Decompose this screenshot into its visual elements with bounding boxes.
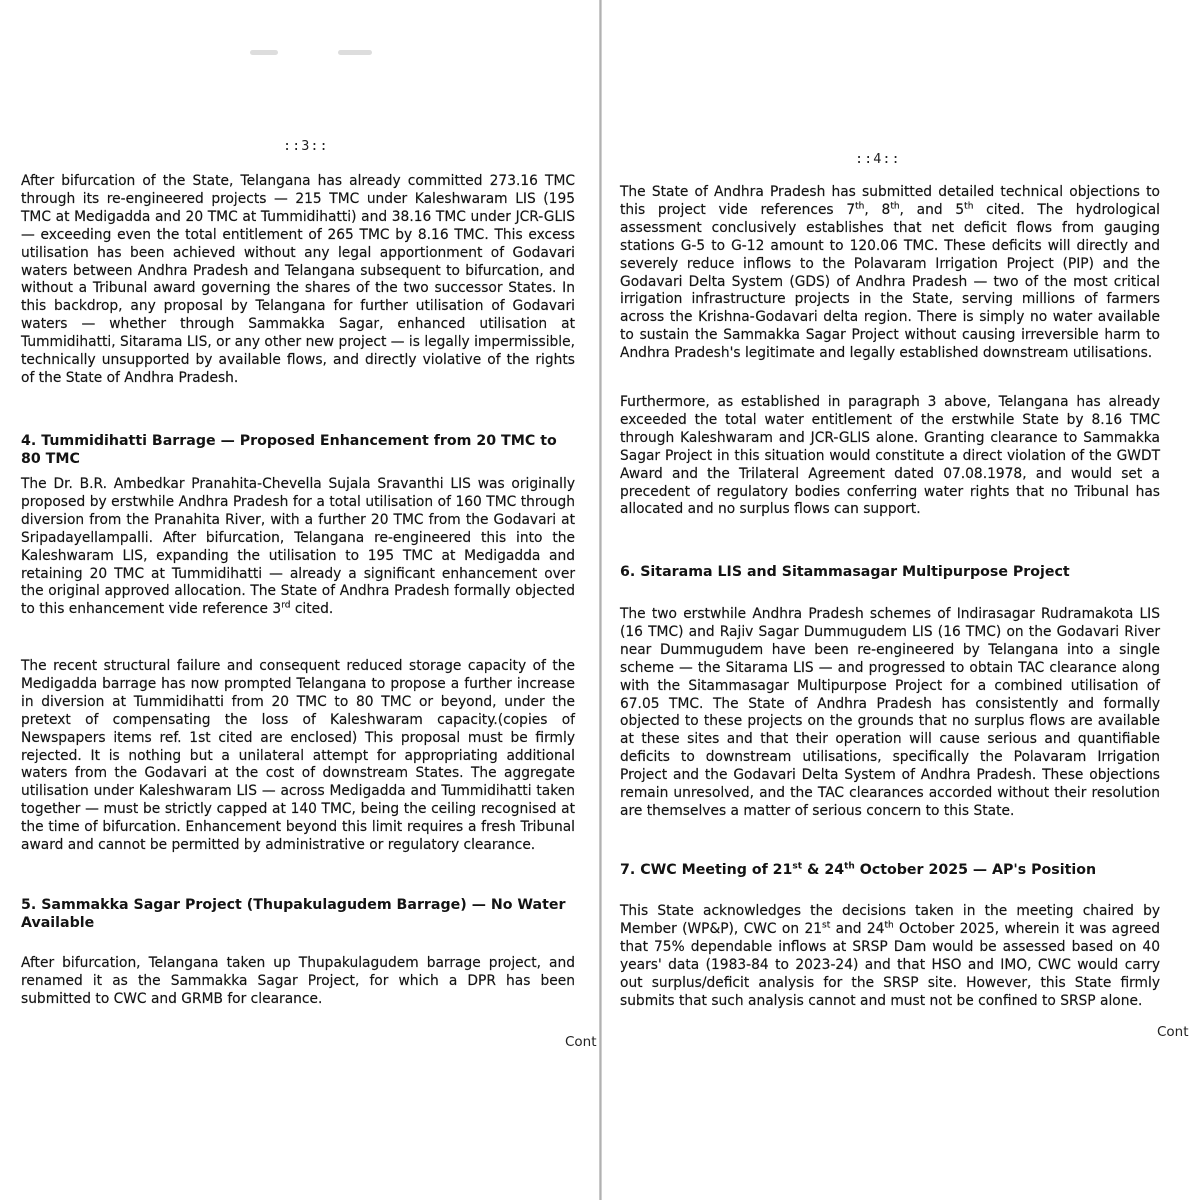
paragraph: After bifurcation of the State, Telangana has already committed 273.16 TMC through its re-engineered projects — 215 TMC under Kaleshwaram LIS (195 TMC at Medigadda and 20 TMC at Tummidihatti) and 38.16 TMC under JCR-GLIS — exceeding even the total entitlement of 265 TMC by 8.16 TMC. This excess utilisation has been achieved without any legal apportionment of Godavari waters between Andhra Pradesh and Telangana subsequent to bifurcation, and without a Tribunal award governing the shares of the two successor States. In this backdrop, any proposal by Telangana for further utilisation of Godavari waters — whether through Sammakka Sagar, enhanced utilisation at Tummidihatti, Sitarama LIS, or any other new project — is legally impermissible, technically unsupported by available flows, and directly violative of the rights of the State of Andhra Pradesh. [21,173,575,386]
paragraph: The recent structural failure and consequent reduced storage capacity of the Medigadda barrage has now prompted Telangana to propose a further increase in diversion at Tummidihatti from 20 TMC to 80 TMC or beyond, under the pretext of compensating the loss of Kaleshwaram capacity.(copies of Newspapers items ref. 1st cited are enclosed) This proposal must be firmly rejected. It is nothing but a unilateral attempt for appropriating additional waters from the Godavari at the cost of downstream States. The aggregate utilisation under Kaleshwaram LIS — across Medigadda and Tummidihatti taken together — must be strictly capped at 140 TMC, being the ceiling recognised at the time of bifurcation. Enhancement beyond this limit requires a fresh Tribunal award and cannot be permitted by administrative or regulatory clearance. [21,658,575,854]
continued-marker: Cont [565,1034,597,1050]
paragraph: This State acknowledges the decisions taken in the meeting chaired by Member (WP&P), CWC on 21st and 24th October 2025, wherein it was agreed that 75% dependable inflows at SRSP Dam would be assessed based on 40 years' data (1983-84 to 2023-24) and that HSO and IMO, CWC would carry out surplus/deficit analysis for the SRSP site. However, this State firmly submits that such analysis cannot and must not be confined to SRSP alone. [620,903,1160,1009]
section-heading-7: 7. CWC Meeting of 21st & 24th October 2025 — AP's Position [620,861,1097,878]
paragraph: The two erstwhile Andhra Pradesh schemes of Indirasagar Rudramakota LIS (16 TMC) and Rajiv Sagar Dummugudem LIS (16 TMC) on the Godavari River near Dummugudem have been re-engineered by Telangana into a single scheme — the Sitarama LIS — and progressed to obtain TAC clearance along with the Sitammasagar Multipurpose Project for a combined utilisation of 67.05 TMC. The State of Andhra Pradesh has consistently and formally objected to these projects on the grounds that no surplus flows are available at these sites and that their operation will cause serious and quantifiable deficits to downstream utilisations, specifically the Polavaram Irrigation Project and the Godavari Delta System of Andhra Pradesh. These objections remain unresolved, and the TAC clearances accorded without their resolution are themselves a matter of serious concern to this State. [620,606,1160,819]
page-number: ::4:: [855,151,901,167]
paragraph: After bifurcation, Telangana taken up Thupakulagudem barrage project, and renamed it as the Sammakka Sagar Project, for which a DPR has been submitted to CWC and GRMB for clearance. [21,955,575,1007]
section-heading-6: 6. Sitarama LIS and Sitammasagar Multipurpose Project [620,564,1070,580]
paragraph: Furthermore, as established in paragraph 3 above, Telangana has already exceeded the total water entitlement of the erstwhile State by 8.16 TMC through Kaleshwaram and JCR-GLIS alone. Granting clearance to Sammakka Sagar Project in this situation would constitute a direct violation of the GWDT Award and the Trilateral Agreement dated 07.08.1978, and would set a precedent of regulatory bodies conferring water rights that no Tribunal has allocated and no surplus flows can support. [620,394,1160,518]
page-number: ::3:: [283,138,329,154]
section-heading-4: 4. Tummidihatti Barrage — Proposed Enhancement from 20 TMC to 80 TMC [21,433,557,467]
paragraph: The State of Andhra Pradesh has submitted detailed technical objections to this project vide references 7th, 8th, and 5th cited. The hydrological assessment conclusively establishes that net deficit flows from gauging stations G-5 to G-12 amount to 120.06 TMC. These deficits will directly and severely reduce inflows to the Polavaram Irrigation Project (PIP) and the Godavari Delta System (GDS) of Andhra Pradesh — two of the most critical irrigation infrastructure projects in the State, serving millions of farmers across the Krishna-Godavari delta region. There is simply no water available to sustain the Sammakka Sagar Project without causing irreversible harm to Andhra Pradesh's legitimate and legally established downstream utilisations. [620,184,1160,362]
paragraph: The Dr. B.R. Ambedkar Pranahita-Chevella Sujala Sravanthi LIS was originally proposed by erstwhile Andhra Pradesh for a total utilisation of 160 TMC through diversion from the Pranahita River, with a further 20 TMC from the Godavari at Sripadayellampalli. After bifurcation, Telangana re-engineered this into the Kaleshwaram LIS, expanding the utilisation to 195 TMC at Medigadda and retaining 20 TMC at Tummidihatti — already a significant enhancement over the original approved allocation. The State of Andhra Pradesh formally objected to this enhancement vide reference 3rd cited. [21,476,575,618]
page-4 [600,0,1200,1200]
continued-marker: Cont [1157,1024,1189,1040]
section-heading-5: 5. Sammakka Sagar Project (Thupakulagudem Barrage) — No Water Available [21,897,566,931]
